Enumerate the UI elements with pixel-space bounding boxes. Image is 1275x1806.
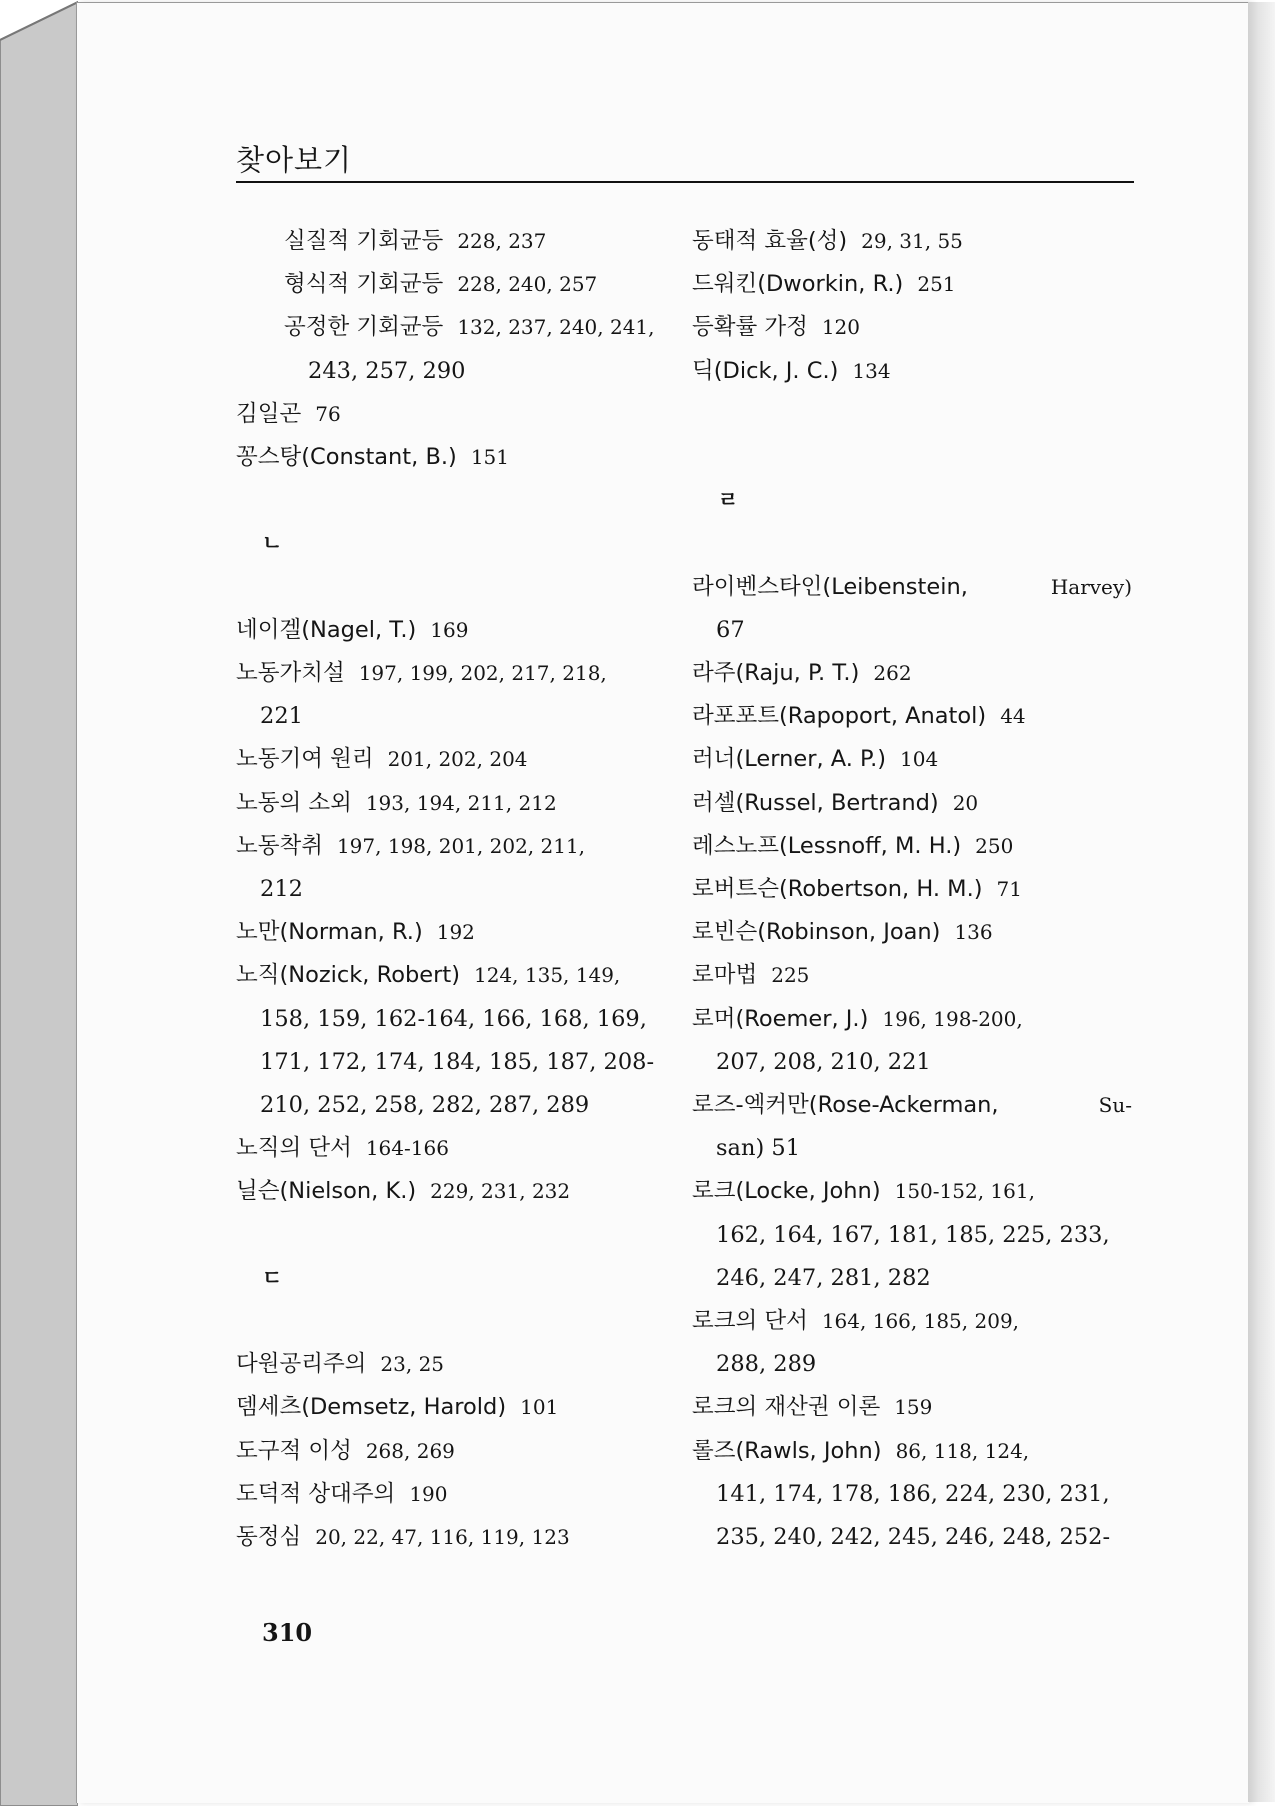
index-entry-continuation: 212 (260, 876, 303, 902)
index-page-refs: 159 (894, 1395, 933, 1420)
index-page-refs: 268, 269 (365, 1438, 455, 1463)
index-term: 라포포트(Rapoport, Anatol) (692, 703, 987, 730)
index-page-refs: 193, 194, 211, 212 (365, 790, 557, 815)
index-entry (236, 1343, 676, 1386)
index-term: 노만(Norman, R.) (236, 919, 423, 946)
index-page-refs: 250 (975, 833, 1014, 858)
index-term: 도덕적 상대주의 (236, 1480, 396, 1507)
index-term: 로마법 (692, 962, 758, 989)
index-entry (692, 782, 1132, 825)
index-entry (236, 911, 676, 954)
index-page-refs: 192 (436, 920, 475, 945)
index-entry-continuation: san) 51 (716, 1135, 801, 1162)
index-page-refs: 164-166 (365, 1136, 449, 1161)
index-term: 딕(Dick, J. C.) (692, 357, 839, 384)
index-entry (236, 1170, 676, 1213)
section-letter: ㄹ (718, 488, 739, 513)
index-term: 로머(Roemer, J.) (692, 1005, 869, 1032)
index-page-refs: Harvey) (1050, 574, 1132, 599)
index-entry (692, 738, 1132, 781)
index-page-refs: 134 (852, 358, 891, 383)
section-gap (692, 393, 1132, 436)
page-edge (1248, 2, 1275, 1802)
index-subentry (236, 263, 676, 306)
section-gap (692, 522, 1132, 565)
index-entry (692, 1084, 1132, 1127)
index-entry (236, 1386, 676, 1429)
index-term: 노동착취 (236, 832, 323, 859)
index-entry (236, 825, 676, 868)
book-spine (0, 0, 78, 1806)
index-page-refs: 104 (900, 747, 939, 772)
index-entry (692, 1386, 1132, 1429)
index-page-refs: 86, 118, 124, (895, 1438, 1030, 1463)
index-page-refs: 101 (520, 1395, 559, 1420)
index-page-refs: 164, 166, 185, 209, (821, 1309, 1020, 1334)
index-entry (692, 998, 1132, 1041)
index-entry (692, 911, 1132, 954)
index-term: 노직(Nozick, Robert) (236, 962, 460, 989)
section-gap (236, 566, 676, 609)
index-entry-continuation: 171, 172, 174, 184, 185, 187, 208- (260, 1048, 655, 1075)
index-entry (236, 738, 676, 781)
section-letter: ㄷ (262, 1265, 283, 1290)
index-entry-continuation: 246, 247, 281, 282 (716, 1264, 931, 1291)
index-entry (236, 609, 676, 652)
section-letter: ㄴ (262, 531, 283, 556)
index-term: 꽁스탕(Constant, B.) (236, 444, 457, 471)
index-page-refs: 262 (873, 660, 912, 685)
index-entry (236, 1127, 676, 1170)
index-column-left (236, 220, 676, 1559)
index-entry-continuation: 162, 164, 167, 181, 185, 225, 233, (716, 1221, 1110, 1248)
index-page-refs: 136 (954, 920, 993, 945)
page-title: 찾아보기 (236, 143, 353, 177)
index-term: 드워킨(Dworkin, R.) (692, 271, 904, 298)
section-gap (236, 479, 676, 522)
index-term: 로즈-엑커만(Rose-Ackerman, (692, 1092, 999, 1118)
section-gap (236, 1300, 676, 1343)
index-term: 로크(Locke, John) (692, 1178, 881, 1205)
index-term: 네이겔(Nagel, T.) (236, 616, 417, 643)
index-term: 공정한 기회균등 (284, 314, 444, 341)
index-term: 다원공리주의 (236, 1351, 367, 1378)
index-term: 뎀세츠(Demsetz, Harold) (236, 1394, 507, 1421)
index-entry (236, 1430, 676, 1473)
index-page-refs: 251 (917, 272, 956, 297)
index-entry (236, 954, 676, 997)
index-entry-continuation: 243, 257, 290 (308, 357, 466, 384)
index-page-refs: 196, 198-200, (882, 1006, 1023, 1031)
index-term: 동태적 효율(성) (692, 228, 848, 254)
header-rule (236, 181, 1134, 183)
index-entry (236, 1473, 676, 1516)
index-entry (236, 436, 676, 479)
index-entry (692, 652, 1132, 695)
index-term: 도구적 이성 (236, 1437, 352, 1464)
index-entry (236, 652, 676, 695)
index-term: 형식적 기회균등 (284, 271, 444, 298)
index-entry (692, 350, 1132, 393)
section-gap (236, 1214, 676, 1257)
index-page-refs: 169 (430, 617, 469, 642)
index-term: 등확률 가정 (692, 314, 808, 341)
index-term: 노동기여 원리 (236, 746, 374, 773)
index-entry (692, 263, 1132, 306)
index-term: 로버트슨(Robertson, H. M.) (692, 875, 983, 902)
index-page-refs: 197, 198, 201, 202, 211, (336, 833, 586, 858)
index-page-refs: 228, 240, 257 (457, 272, 598, 297)
index-page-refs: 124, 135, 149, (473, 963, 621, 988)
index-page-refs: 150-152, 161, (894, 1179, 1035, 1204)
index-term: 라이벤스타인(Leibenstein, (692, 573, 968, 600)
index-page-refs: 229, 231, 232 (430, 1179, 571, 1204)
index-page-refs: 76 (315, 401, 341, 426)
index-entry (692, 825, 1132, 868)
index-page-refs: 151 (470, 445, 509, 470)
index-entry (692, 695, 1132, 738)
index-column-right (692, 220, 1132, 1559)
index-page-refs: 29, 31, 55 (861, 229, 963, 253)
index-page-refs: 197, 199, 202, 217, 218, (358, 660, 607, 685)
index-term: 실질적 기회균등 (284, 228, 444, 254)
index-entry (692, 566, 1132, 609)
index-entry (692, 1300, 1132, 1343)
index-page-refs: 120 (821, 315, 861, 340)
index-term: 레스노프(Lessnoff, M. H.) (692, 832, 962, 859)
index-entry-continuation: 67 (716, 616, 745, 643)
page-number: 310 (262, 1618, 313, 1647)
index-page-refs: 44 (1000, 704, 1026, 729)
index-entry (236, 782, 676, 825)
index-entry (692, 954, 1132, 997)
index-entry-continuation: 141, 174, 178, 186, 224, 230, 231, (716, 1480, 1110, 1507)
index-term: 닐슨(Nielson, K.) (236, 1178, 417, 1205)
index-term: 라주(Raju, P. T.) (692, 659, 860, 686)
index-page-refs: 201, 202, 204 (387, 747, 528, 772)
index-page-refs: 132, 237, 240, 241, (457, 315, 655, 340)
index-page-refs: 71 (996, 876, 1022, 901)
index-page-refs: 20, 22, 47, 116, 119, 123 (315, 1525, 570, 1549)
index-term: 로빈슨(Robinson, Joan) (692, 919, 941, 946)
index-entry (236, 1516, 676, 1559)
index-page-refs: 228, 237 (457, 229, 547, 253)
index-page-refs: 190 (409, 1481, 448, 1506)
index-entry (692, 1170, 1132, 1213)
index-entry (692, 306, 1132, 349)
index-term: 러셀(Russel, Bertrand) (692, 789, 939, 816)
index-term: 노동의 소외 (236, 789, 352, 816)
index-page-refs: Su- (1098, 1093, 1132, 1117)
index-term: 노동가치설 (236, 659, 345, 686)
index-entry (236, 393, 676, 436)
index-entry-continuation: 235, 240, 242, 245, 246, 248, 252- (716, 1524, 1111, 1551)
index-page-refs: 20 (952, 790, 979, 815)
index-page-refs: 225 (771, 963, 810, 988)
index-subentry (236, 306, 676, 349)
index-entry (692, 868, 1132, 911)
index-term: 로크의 단서 (692, 1308, 808, 1335)
index-term: 러너(Lerner, A. P.) (692, 746, 887, 773)
index-entry-continuation: 207, 208, 210, 221 (716, 1048, 931, 1075)
index-entry-continuation: 288, 289 (716, 1351, 817, 1378)
index-entry-continuation: 158, 159, 162-164, 166, 168, 169, (260, 1005, 647, 1032)
index-term: 동정심 (236, 1524, 302, 1550)
index-entry-continuation: 221 (260, 703, 303, 730)
index-entry (692, 1430, 1132, 1473)
index-entry (692, 220, 1132, 263)
index-term: 로크의 재산권 이론 (692, 1394, 881, 1421)
index-subentry (236, 220, 676, 263)
index-term: 노직의 단서 (236, 1135, 352, 1162)
section-gap (692, 436, 1132, 479)
index-term: 김일곤 (236, 400, 302, 427)
index-term: 롤즈(Rawls, John) (692, 1437, 882, 1464)
index-page-refs: 23, 25 (380, 1352, 445, 1377)
index-entry-continuation: 210, 252, 258, 282, 287, 289 (260, 1092, 590, 1119)
